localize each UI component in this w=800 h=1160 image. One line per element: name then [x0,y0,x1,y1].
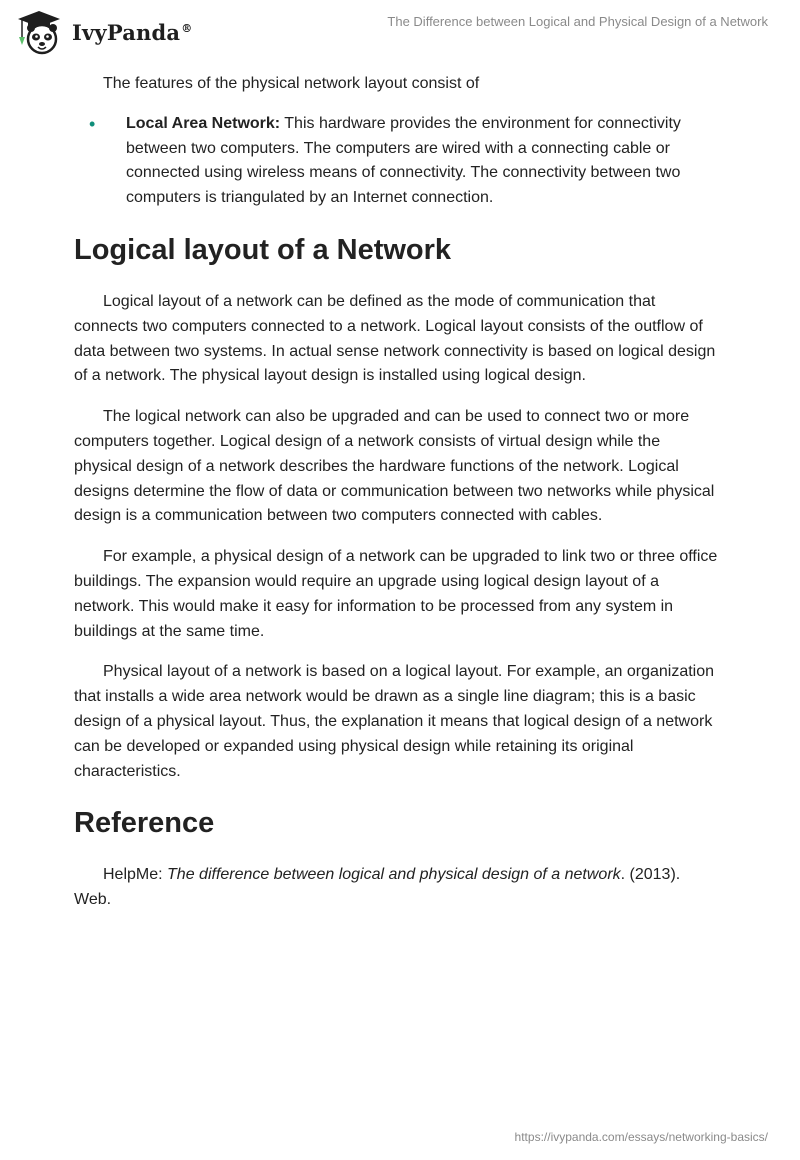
section-heading-logical: Logical layout of a Network [74,233,452,266]
footer-url[interactable]: https://ivypanda.com/essays/networking-basics/ [514,1130,768,1144]
article-body [74,72,720,929]
brand-logo[interactable] [14,9,192,55]
bullet-icon: • [89,113,96,134]
reference-title: The difference between logical and physical design of a network [167,866,621,884]
reference-rest: . (2013). Web. [74,866,681,909]
paragraph: Physical layout of a network is based on a logical layout. For example, an organization that installs a wide area network would be drawn as a single line diagram; this is a basic design of a physical layout. Thus, the explanation it means that logical design of a network can be developed or expanded using physical design while retaining its original characteristics. [74,663,715,780]
paragraph: The logical network can also be upgraded and can be used to connect two or more computers together. Logical design of a network consists of virtual design while the physical design of a network describes the hardware functions of the network. Logical designs determine the flow of data or communication between two networks while physical design is a communication between two computers connected with cables. [74,408,715,525]
paragraph: For example, a physical design of a network can be upgraded to link two or three office buildings. The expansion would require an upgrade using logical design layout of a network. This would make it easy for information to be processed from any system in buildings at the same time. [74,548,718,640]
list-item [89,112,720,211]
section-heading-reference: Reference [74,807,215,840]
brand-name[interactable]: IvyPanda® [72,19,193,45]
intro-paragraph: The features of the physical network layout consist of [103,75,480,92]
panda-graduate-icon [14,9,64,55]
reference-entry [74,863,720,913]
reference-source: HelpMe: [103,866,168,884]
document-title: The Difference between Logical and Physical Design of a Network [387,14,768,29]
list-item-term: Local Area Network: [126,114,281,132]
paragraph: Logical layout of a network can be defined as the mode of communication that connects two computers connected to a network. Logical layout consists of the outflow of data between two systems. In actual sense network connectivity is based on logical design of a network. The physical layout design is installed using logical design. [74,292,716,385]
feature-list [74,112,720,211]
list-item-text: This hardware provides the environment for connectivity between two computers. The computers are wired with a connecting cable or connected using wireless means of connectivity. The connectivity between two computers is triangulated by an Internet connection. [126,114,681,207]
